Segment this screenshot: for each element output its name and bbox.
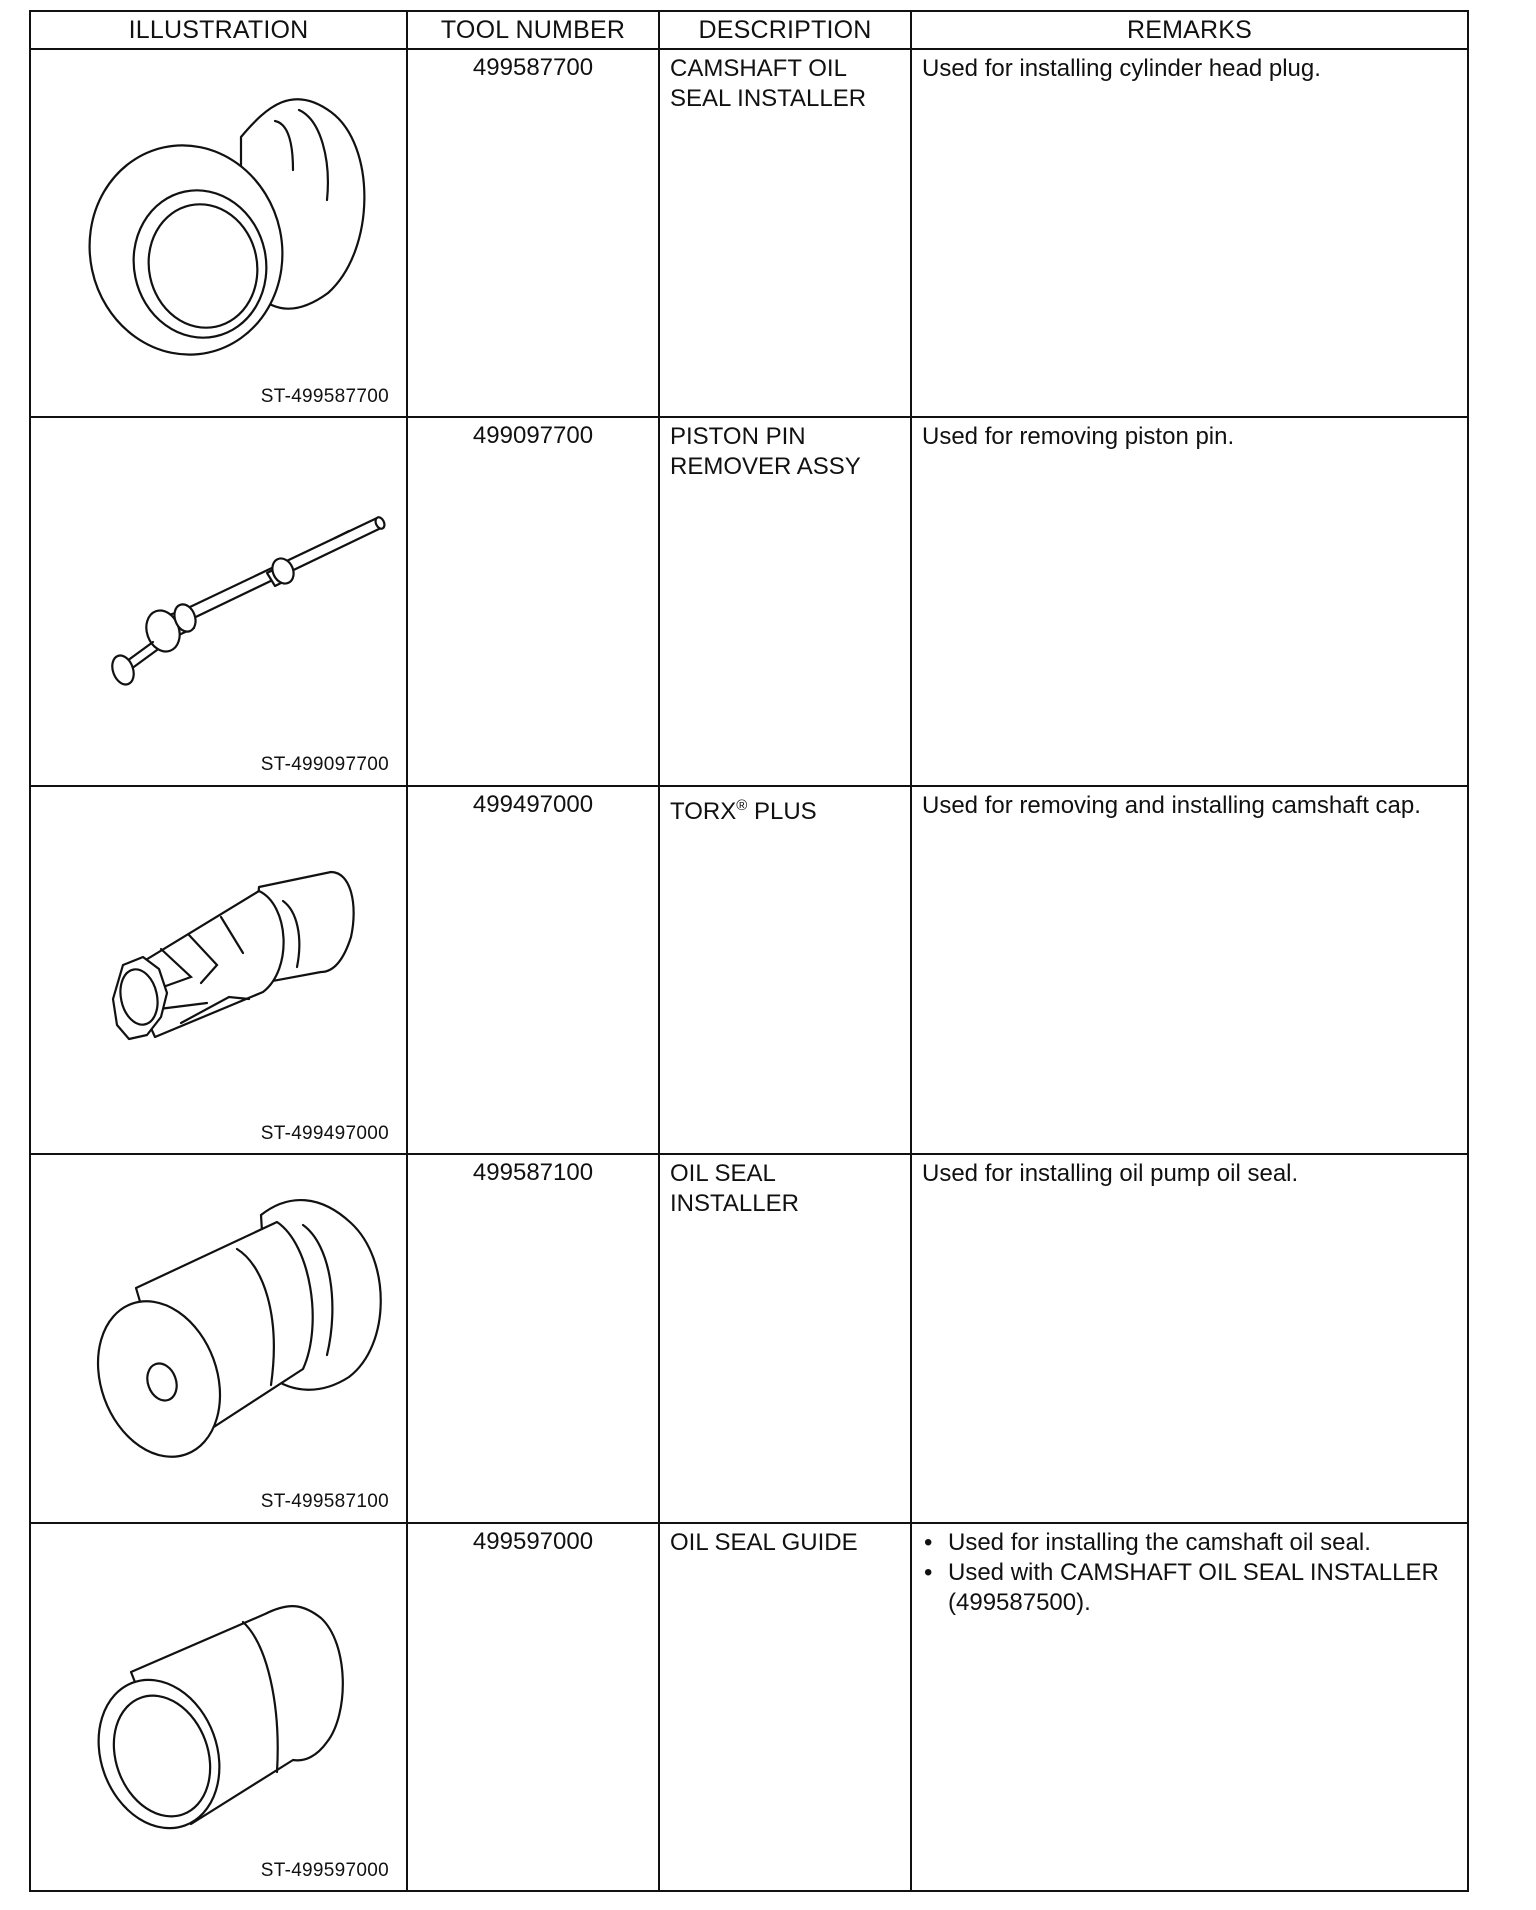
tool-description: CAMSHAFT OIL SEAL INSTALLER (670, 55, 867, 112)
header-illustration: ILLUSTRATION (30, 11, 407, 49)
header-remarks: REMARKS (911, 11, 1468, 49)
remark-item: • Used with CAMSHAFT OIL SEAL INSTALLER (499587500). (922, 1558, 1457, 1618)
tool-description: OIL SEAL INSTALLER (670, 1160, 799, 1218)
tool-number: 499587700 (472, 54, 594, 81)
oil-seal-guide-illustration (31, 1524, 406, 1888)
image-code: ST-499097700 (260, 754, 389, 776)
oil-seal-installer-illustration (31, 1155, 406, 1519)
tool-description: TORX® PLUS (670, 796, 817, 825)
tool-remarks: Used for installing cylinder head plug. (922, 55, 1321, 82)
image-code: ST-499587100 (260, 1491, 389, 1513)
image-code: ST-499497000 (260, 1122, 389, 1144)
tool-description: OIL SEAL GUIDE (670, 1528, 858, 1556)
camshaft-oil-seal-installer-illustration (31, 50, 406, 414)
image-code: ST-499587700 (260, 386, 389, 407)
special-tools-table (29, 10, 1469, 1892)
tool-number: 499597000 (472, 1527, 594, 1555)
header-tool-number: TOOL NUMBER (407, 11, 659, 49)
table-row (30, 1154, 1468, 1522)
tool-number: 499097700 (472, 422, 594, 450)
torx-plus-bit-illustration (31, 787, 406, 1151)
illustration-cell (30, 1523, 407, 1891)
illustration-cell (30, 786, 407, 1154)
illustration-cell (30, 417, 407, 785)
tool-remarks: Used for removing and installing camshaft cap. (922, 791, 1421, 819)
image-code: ST-499597000 (260, 1859, 389, 1881)
header-row (30, 11, 1468, 49)
tool-description: PISTON PIN REMOVER ASSY (670, 423, 861, 481)
tool-remarks: Used for removing piston pin. (922, 423, 1235, 451)
illustration-cell (30, 49, 407, 417)
tool-remarks (912, 1524, 1467, 1618)
table-row (30, 417, 1468, 785)
tool-number: 499497000 (472, 790, 594, 818)
table-row (30, 49, 1468, 417)
table-row (30, 786, 1468, 1154)
piston-pin-remover-illustration (31, 418, 406, 782)
tool-remarks: Used for installing oil pump oil seal. (922, 1160, 1299, 1188)
illustration-cell (30, 1154, 407, 1522)
table-row (30, 1523, 1468, 1891)
remark-item: • Used for installing the camshaft oil seal. (922, 1528, 1457, 1558)
header-description: DESCRIPTION (659, 11, 911, 49)
tool-number: 499587100 (472, 1159, 594, 1187)
